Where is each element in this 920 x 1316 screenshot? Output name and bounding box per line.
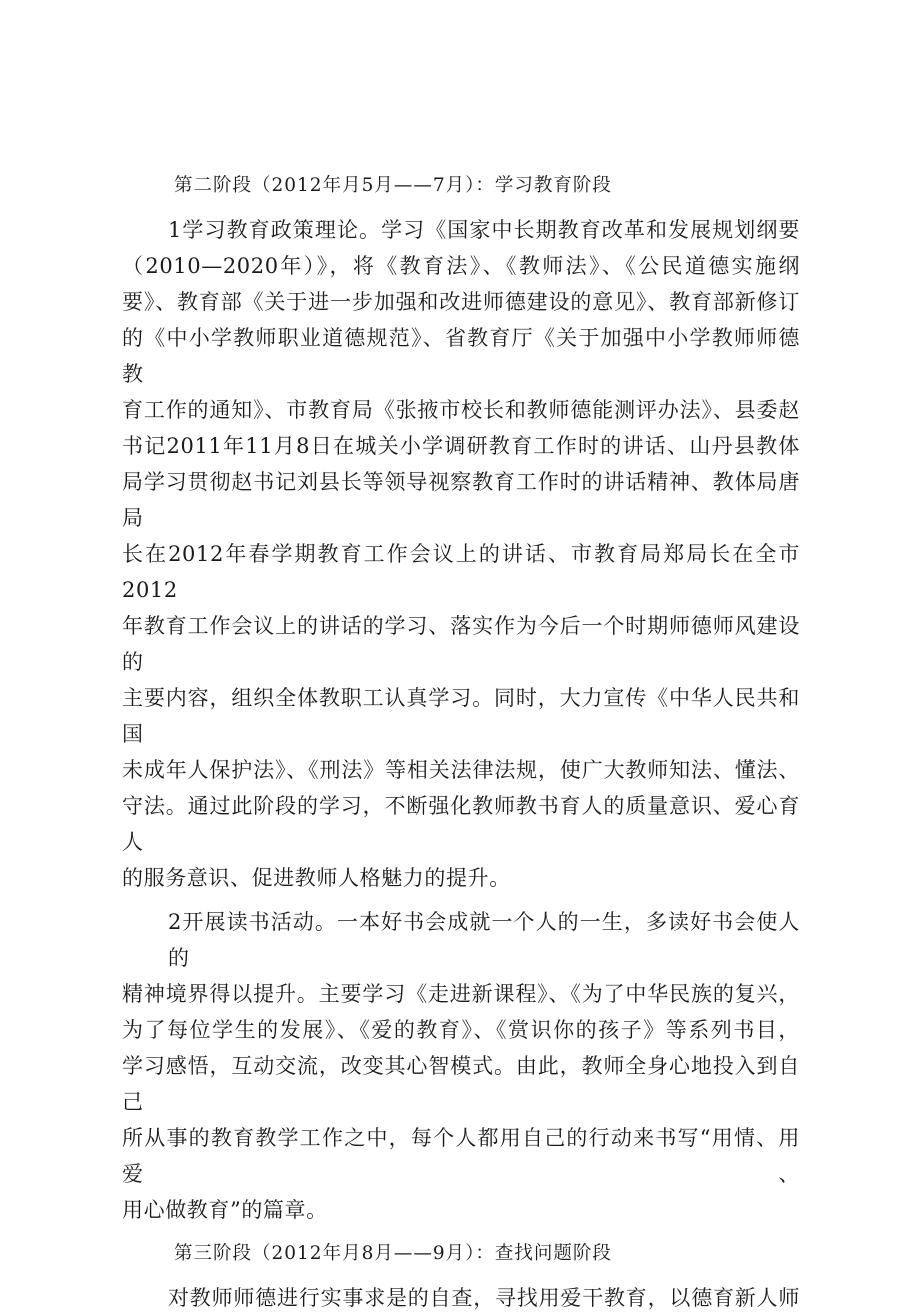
- paragraph-line: 书记2011年11月8日在城关小学调研教育工作时的讲话、山丹县教体: [122, 434, 800, 458]
- paragraph-line: （2010—2020年）》，将《教育法》、《教师法》、《公民道德实施纲: [122, 254, 800, 278]
- paragraph-line: 的服务意识、促进教师人格魅力的提升。: [122, 866, 511, 890]
- paragraph-line: 精神境界得以提升。主要学习《走进新课程》、《为了中华民族的复兴，: [122, 982, 800, 1006]
- stage2-heading: 第二阶段（2012年月5月——7月）：学习教育阶段: [174, 175, 612, 196]
- stage3-heading: 第三阶段（2012年月8月——9月）：查找问题阶段: [174, 1243, 612, 1264]
- paragraph-line: 育工作的通知》、市教育局《张掖市校长和教师德能测评办法》、县委赵: [122, 398, 800, 422]
- paragraph-line: 用心做教育”的篇章。: [122, 1198, 328, 1222]
- paragraph-line: 为了每位学生的发展》、《爱的教育》、《赏识你的孩子》等系列书目，: [122, 1018, 800, 1042]
- paragraph-line: 年教育工作会议上的讲话的学习、落实作为今后一个时期师德师风建设的: [122, 614, 800, 674]
- paragraph-line: 未成年人保护法》、《刑法》等相关法律法规，使广大教师知法、懂法、: [122, 758, 800, 782]
- paragraph-line: 1学习教育政策理论。学习《国家中长期教育改革和发展规划纲要: [168, 218, 800, 242]
- paragraph-line: 所从事的教育教学工作之中，每个人都用自己的行动来书写“用情、用爱、: [122, 1126, 800, 1186]
- paragraph-1: [122, 212, 800, 896]
- paragraph-2: [122, 904, 800, 1228]
- paragraph-line: 学习感悟，互动交流，改变其心智模式。由此，教师全身心地投入到自己: [122, 1054, 800, 1114]
- paragraph-3: [122, 1280, 800, 1316]
- document-page: [122, 160, 800, 1316]
- paragraph-line: 对教师师德进行实事求是的自查，寻找用爱干教育，以德育新人师: [168, 1286, 800, 1310]
- paragraph-line: 2开展读书活动。一本好书会成就一个人的一生，多读好书会使人的: [168, 910, 800, 970]
- paragraph-line: 主要内容，组织全体教职工认真学习。同时，大力宣传《中华人民共和国: [122, 686, 800, 746]
- paragraph-line: 的《中小学教师职业道德规范》、省教育厅《关于加强中小学教师师德教: [122, 326, 800, 386]
- paragraph-line: 守法。通过此阶段的学习，不断强化教师教书育人的质量意识、爱心育人: [122, 794, 800, 854]
- paragraph-line: 要》、教育部《关于进一步加强和改进师德建设的意见》、教育部新修订: [122, 290, 800, 314]
- paragraph-line: 长在2012年春学期教育工作会议上的讲话、市教育局郑局长在全市2012: [122, 542, 800, 602]
- paragraph-line: 局学习贯彻赵书记刘县长等领导视察教育工作时的讲话精神、教体局唐局: [122, 470, 800, 530]
